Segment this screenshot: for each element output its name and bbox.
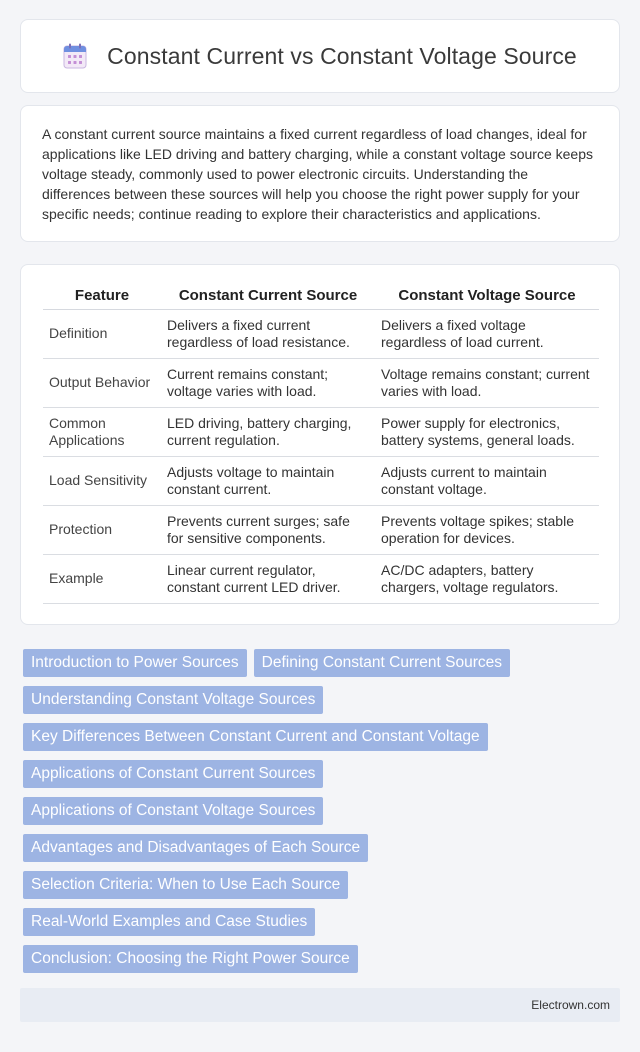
intro-text: A constant current source maintains a fixed current regardless of load changes, ideal for applications like LED driving and battery charging, while a constant voltage source keeps voltage steady, commonly used to power electronic circuits. Understanding the differences between these sources will help you choose the right power supply for your specific needs; continue reading to explore their characteristics and applications. bbox=[42, 126, 593, 222]
header-feature: Feature bbox=[43, 287, 161, 309]
comparison-table bbox=[43, 287, 599, 604]
header-constant-current: Constant Current Source bbox=[161, 287, 375, 309]
comparison-table-card bbox=[20, 264, 620, 625]
header-card bbox=[20, 19, 620, 93]
table-row bbox=[43, 456, 599, 505]
link-applications-current[interactable]: Applications of Constant Current Sources bbox=[23, 760, 323, 788]
link-conclusion[interactable]: Conclusion: Choosing the Right Power Source bbox=[23, 945, 358, 973]
feature-cell: Common Applications bbox=[43, 407, 161, 456]
link-row bbox=[23, 871, 623, 908]
link-row bbox=[23, 649, 623, 686]
current-cell: Current remains constant; voltage varies with load. bbox=[161, 358, 375, 407]
intro-card bbox=[20, 105, 620, 242]
voltage-cell: Prevents voltage spikes; stable operation for devices. bbox=[375, 505, 599, 554]
link-row bbox=[23, 723, 623, 760]
table-row bbox=[43, 505, 599, 554]
link-defining-constant-current[interactable]: Defining Constant Current Sources bbox=[254, 649, 510, 677]
table-header-row bbox=[43, 287, 599, 309]
page-title: Constant Current vs Constant Voltage Source bbox=[107, 42, 577, 69]
voltage-cell: Delivers a fixed voltage regardless of load current. bbox=[375, 309, 599, 358]
current-cell: Delivers a fixed current regardless of load resistance. bbox=[161, 309, 375, 358]
voltage-cell: Power supply for electronics, battery systems, general loads. bbox=[375, 407, 599, 456]
voltage-cell: AC/DC adapters, battery chargers, voltage regulators. bbox=[375, 554, 599, 603]
link-row bbox=[23, 686, 623, 723]
footer-site-name[interactable]: Electrown.com bbox=[531, 998, 610, 1012]
link-advantages-disadvantages[interactable]: Advantages and Disadvantages of Each Source bbox=[23, 834, 368, 862]
table-row bbox=[43, 407, 599, 456]
current-cell: Prevents current surges; safe for sensitive components. bbox=[161, 505, 375, 554]
feature-cell: Protection bbox=[43, 505, 161, 554]
header bbox=[63, 43, 577, 70]
calendar-icon bbox=[63, 43, 87, 69]
link-key-differences[interactable]: Key Differences Between Constant Current and Constant Voltage bbox=[23, 723, 488, 751]
feature-cell: Load Sensitivity bbox=[43, 456, 161, 505]
link-row bbox=[23, 760, 623, 797]
feature-cell: Output Behavior bbox=[43, 358, 161, 407]
feature-cell: Example bbox=[43, 554, 161, 603]
table-row bbox=[43, 309, 599, 358]
link-applications-voltage[interactable]: Applications of Constant Voltage Sources bbox=[23, 797, 323, 825]
table-row bbox=[43, 554, 599, 603]
link-row bbox=[23, 945, 623, 982]
link-row bbox=[23, 908, 623, 945]
voltage-cell: Voltage remains constant; current varies with load. bbox=[375, 358, 599, 407]
link-row bbox=[23, 834, 623, 871]
current-cell: LED driving, battery charging, current regulation. bbox=[161, 407, 375, 456]
link-real-world-examples[interactable]: Real-World Examples and Case Studies bbox=[23, 908, 315, 936]
feature-cell: Definition bbox=[43, 309, 161, 358]
link-introduction[interactable]: Introduction to Power Sources bbox=[23, 649, 247, 677]
voltage-cell: Adjusts current to maintain constant voltage. bbox=[375, 456, 599, 505]
link-understanding-constant-voltage[interactable]: Understanding Constant Voltage Sources bbox=[23, 686, 323, 714]
header-constant-voltage: Constant Voltage Source bbox=[375, 287, 599, 309]
current-cell: Adjusts voltage to maintain constant current. bbox=[161, 456, 375, 505]
footer bbox=[20, 988, 620, 1022]
link-row bbox=[23, 797, 623, 834]
current-cell: Linear current regulator, constant current LED driver. bbox=[161, 554, 375, 603]
table-row bbox=[43, 358, 599, 407]
link-selection-criteria[interactable]: Selection Criteria: When to Use Each Source bbox=[23, 871, 348, 899]
topic-links bbox=[23, 649, 623, 982]
